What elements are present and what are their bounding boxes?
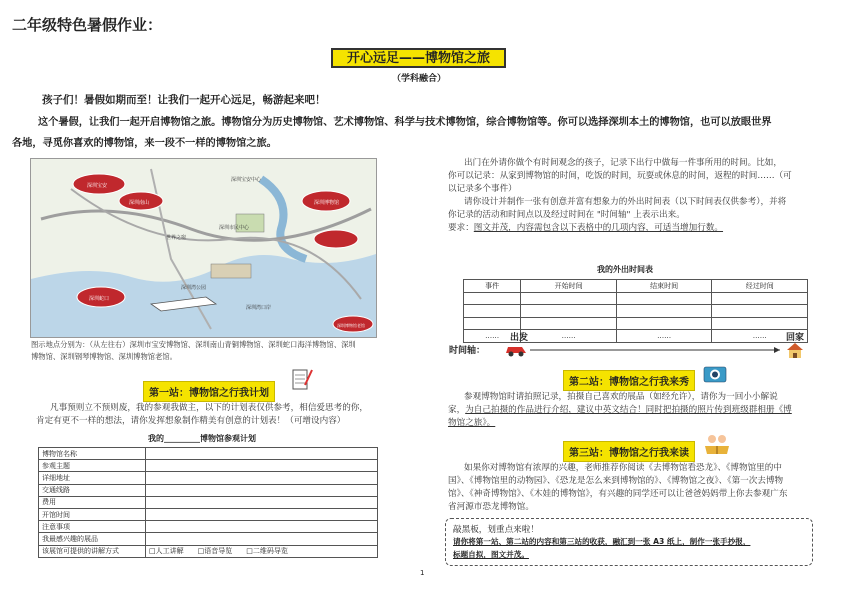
map-illustration bbox=[31, 159, 376, 337]
table-cell[interactable] bbox=[464, 292, 521, 305]
table-row bbox=[464, 317, 808, 330]
plan-row-label: 详细地址 bbox=[39, 472, 146, 484]
column-header: 经过时间 bbox=[712, 280, 808, 293]
instruction-line: 你可以记录：从家到博物馆的时间，吃饭的时间，玩耍或休息的时间，返程的时间……（可 bbox=[448, 171, 792, 181]
intro-paragraph-2: 各地，寻觅你喜欢的博物馆，来一段不一样的博物馆之旅。 bbox=[12, 138, 277, 149]
station-2-upload-instruction: 为自己拍摄的作品进行介绍，建议中英文结合！同时把拍摄的照片传到班级群相册《博 bbox=[465, 405, 792, 415]
intro-paragraph-1: 这个暑假，让我们一起开启博物馆之旅。博物馆分为历史博物馆、艺术博物馆、科学与技术博物馆，综合博物馆等。你可以选择深圳本土的博物馆，也可以放眼世界 bbox=[38, 117, 772, 128]
table-row bbox=[39, 508, 378, 520]
station-3-text bbox=[448, 462, 787, 514]
plan-row-label: 费用 bbox=[39, 496, 146, 508]
table-cell[interactable] bbox=[616, 317, 712, 330]
plan-guide-options[interactable]: □人工讲解 □语音导览 □二维码导览 bbox=[146, 545, 378, 557]
table-row bbox=[39, 545, 378, 557]
plan-row-label: 我最感兴趣的展品 bbox=[39, 533, 146, 545]
table-row bbox=[39, 533, 378, 545]
blackboard-notice bbox=[445, 518, 813, 566]
blackboard-line: 请你将第一站、第二站的内容和第三站的收获，融汇到一张 A3 纸上，制作一张手抄报， bbox=[453, 537, 751, 546]
requirement-text: 图文并茂，内容需包含以下表格中的几项内容，可适当增加行数。 bbox=[473, 223, 724, 233]
table-cell[interactable] bbox=[464, 317, 521, 330]
plan-row-label: 博物馆名称 bbox=[39, 448, 146, 460]
table-cell[interactable] bbox=[616, 305, 712, 318]
column-header: 结束时间 bbox=[616, 280, 712, 293]
map-caption-line: 博物馆、深圳钢琴博物馆、深圳博物馆老馆。 bbox=[31, 352, 177, 361]
page-number: 1 bbox=[420, 569, 425, 577]
map-label: 深圳宝安 bbox=[87, 183, 108, 189]
requirement-line bbox=[448, 222, 792, 235]
house-icon bbox=[785, 341, 805, 359]
plan-row-value[interactable] bbox=[146, 448, 378, 460]
timeline-axis bbox=[500, 338, 810, 362]
table-cell[interactable] bbox=[712, 292, 808, 305]
time-record-instructions bbox=[448, 157, 792, 235]
assignment-title: 二年级特色暑假作业： bbox=[12, 16, 163, 34]
station-2-text-line: 物馆之旅》。 bbox=[448, 418, 496, 428]
station-1-text-line: 肯定有更不一样的想法，请你发挥想象制作精美有创意的计划表！（可增设内容） bbox=[36, 416, 346, 426]
table-cell[interactable]: …… bbox=[712, 330, 808, 343]
plan-table bbox=[38, 447, 378, 558]
map-label: 深圳湾公园 bbox=[181, 285, 207, 291]
subtitle: （学科融合） bbox=[392, 74, 447, 84]
plan-row-value[interactable] bbox=[146, 496, 378, 508]
plan-row-value[interactable] bbox=[146, 508, 378, 520]
column-header: 开始时间 bbox=[521, 280, 617, 293]
map-label: 世界之窗 bbox=[166, 235, 187, 241]
plan-row-label: 该展馆可提供的讲解方式 bbox=[39, 545, 146, 557]
station-3-text-line: 馆》、《神奇博物馆》、《木娃的博物馆》，有兴趣的同学还可以让爸爸妈妈带上你去参观广东 bbox=[448, 489, 788, 499]
map-label: 深圳蛇口 bbox=[89, 296, 110, 302]
map-label: 深圳宝安中心 bbox=[231, 177, 262, 183]
table-cell[interactable] bbox=[712, 317, 808, 330]
table-header-row bbox=[464, 280, 808, 293]
table-row bbox=[39, 448, 378, 460]
timeline-start-label: 出发 bbox=[510, 333, 529, 343]
map-label: 深圳市民中心 bbox=[219, 225, 250, 231]
plan-row-label: 交通线路 bbox=[39, 484, 146, 496]
station-1-text-line: 凡事预则立不预则废，我的参观我做主，以下的计划表仅供参考，相信爱思考的你， bbox=[50, 403, 368, 413]
station-1-label: 第一站：博物馆之行我计划 bbox=[143, 381, 275, 402]
table-row bbox=[39, 484, 378, 496]
map-label: 深圳博物馆 bbox=[314, 200, 340, 206]
table-row bbox=[39, 521, 378, 533]
timeline-end-label: 回家 bbox=[786, 333, 805, 343]
station-2-text-line: 参观博物馆时请拍照记录，拍摄自己喜欢的展品（如经允许），请你为一回小小解说 bbox=[464, 392, 778, 402]
museum-map bbox=[30, 158, 377, 338]
station-3-text-line: 国》、《博物馆里的动物园》、《恐龙是怎么来到博物馆的》、《博物馆之夜》、《第一次去博物 bbox=[448, 476, 784, 486]
table-row bbox=[39, 460, 378, 472]
table-cell[interactable]: …… bbox=[464, 330, 521, 343]
main-title-banner bbox=[331, 48, 506, 68]
station-3-text-line: 省河源市恐龙博物馆。 bbox=[448, 502, 534, 512]
table-cell[interactable]: …… bbox=[521, 330, 617, 343]
table-cell[interactable] bbox=[464, 305, 521, 318]
map-label: 深圳南山 bbox=[129, 200, 150, 206]
station-2-text bbox=[448, 391, 792, 430]
table-cell[interactable] bbox=[616, 292, 712, 305]
table-row bbox=[464, 305, 808, 318]
plan-row-value[interactable] bbox=[146, 484, 378, 496]
map-label: 深圳湾口岸 bbox=[246, 305, 272, 311]
table-cell[interactable] bbox=[521, 317, 617, 330]
table-cell[interactable]: …… bbox=[616, 330, 712, 343]
table-row bbox=[464, 292, 808, 305]
blackboard-title: 敲黑板，划重点来啦！ bbox=[453, 525, 539, 535]
station-1-text bbox=[36, 402, 368, 428]
table-row bbox=[39, 496, 378, 508]
table-cell[interactable] bbox=[521, 305, 617, 318]
camera-icon bbox=[703, 363, 727, 383]
map-caption-line: 图示地点分别为：（从左往右）深圳市宝安博物馆、深圳南山青铜博物馆、深圳蛇口海洋博物馆、深圳 bbox=[31, 340, 356, 349]
plan-row-label: 开馆时间 bbox=[39, 508, 146, 520]
requirement-prefix: 要求： bbox=[448, 223, 474, 233]
car-icon bbox=[504, 342, 528, 358]
plan-row-value[interactable] bbox=[146, 533, 378, 545]
notepad-icon bbox=[291, 367, 313, 391]
plan-row-label: 注意事项 bbox=[39, 521, 146, 533]
intro-greeting: 孩子们！暑假如期而至！让我们一起开心远足，畅游起来吧！ bbox=[42, 94, 326, 106]
column-header: 事件 bbox=[464, 280, 521, 293]
instruction-line: 以记录多个事件） bbox=[448, 184, 517, 194]
map-caption bbox=[31, 339, 356, 363]
table-row bbox=[39, 472, 378, 484]
outing-table-title: 我的外出时间表 bbox=[597, 265, 653, 274]
blackboard-line: 标题自拟，图文并茂。 bbox=[453, 550, 529, 559]
plan-row-value[interactable] bbox=[146, 521, 378, 533]
table-cell[interactable] bbox=[712, 305, 808, 318]
instruction-line: 你记录的活动和时间点以及经过时间在 "时间轴" 上表示出来。 bbox=[448, 210, 685, 220]
plan-row-label: 参观主题 bbox=[39, 460, 146, 472]
table-cell[interactable] bbox=[521, 292, 617, 305]
kids-reading-icon bbox=[703, 432, 731, 456]
map-label: 深圳博物馆老馆 bbox=[337, 323, 365, 328]
plan-row-value[interactable] bbox=[146, 460, 378, 472]
plan-table-title: 我的_________博物馆参观计划 bbox=[148, 434, 256, 443]
timeline-label: 时间轴： bbox=[449, 346, 486, 356]
station-2-text-fragment: 家， bbox=[448, 405, 466, 415]
station-2-label: 第二站：博物馆之行我来秀 bbox=[563, 370, 695, 391]
instruction-line: 请你设计并制作一张有创意并富有想象力的外出时间表（以下时间表仅供参考），并将 bbox=[464, 197, 787, 207]
station-3-text-line: 如果你对博物馆有浓厚的兴趣，老师推荐你阅读《去博物馆看恐龙》、《博物馆里的中 bbox=[464, 463, 782, 473]
station-3-label: 第三站：博物馆之行我来读 bbox=[563, 441, 695, 462]
station-2-text-line bbox=[448, 404, 792, 417]
plan-row-value[interactable] bbox=[146, 472, 378, 484]
main-title: 开心远足——博物馆之旅 bbox=[346, 51, 490, 66]
instruction-line: 出门在外请你做个有时间观念的孩子，记录下出行中做每一件事所用的时间。比如， bbox=[464, 158, 782, 168]
